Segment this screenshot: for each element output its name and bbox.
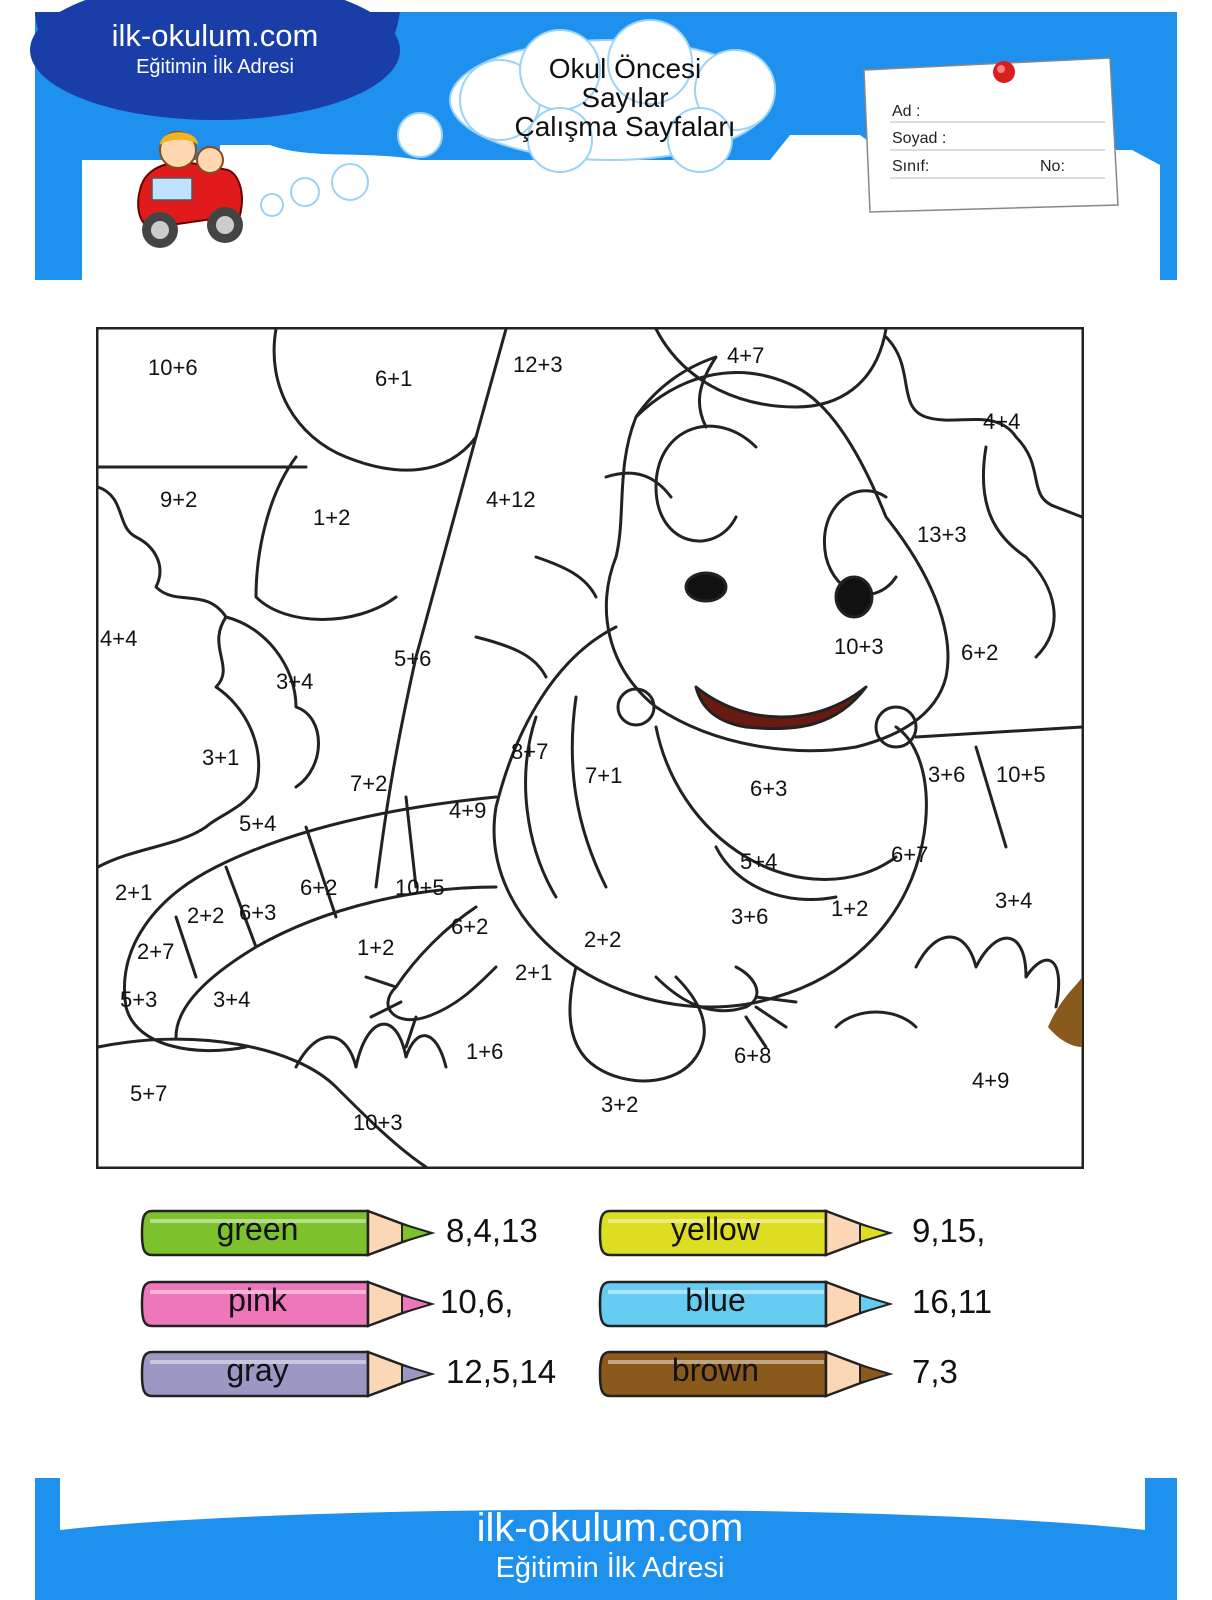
pencil-gray [140,1346,440,1402]
pencil-number-list: 9,15, [912,1212,986,1249]
coloring-cell-label: 1+2 [357,935,395,960]
pencil-pink [140,1276,440,1332]
coloring-cell-label: 3+6 [731,904,769,929]
number-field-label: No: [1040,158,1065,175]
pencil-color-name: pink [228,1282,287,1318]
coloring-cell-label: 2+2 [187,903,225,928]
coloring-cell-label: 5+4 [740,849,778,874]
pencil-number-list: 8,4,13 [446,1212,538,1249]
header-brand-name: ilk-okulum.com [111,18,319,53]
pencil-green [140,1205,440,1261]
coloring-cell-label: 5+6 [394,646,432,671]
coloring-cell-label: 4+4 [100,626,138,651]
coloring-cell-label: 2+2 [584,927,622,952]
coloring-cell-label: 5+3 [120,987,158,1012]
coloring-cell-label: 3+1 [202,745,240,770]
coloring-cell-label: 6+7 [891,842,929,867]
coloring-cell-label: 3+4 [213,987,251,1012]
coloring-cell-label: 5+7 [130,1081,168,1106]
pencil-number-list: 16,11 [912,1283,993,1320]
pencil-color-name: blue [685,1282,746,1318]
coloring-cell-label: 6+2 [300,875,338,900]
pencil-number-list: 10,6, [440,1283,514,1320]
coloring-cell-label: 2+1 [515,960,553,985]
coloring-cell-label: 7+1 [585,763,623,788]
pencil-number-list: 12,5,14 [446,1353,557,1390]
worksheet-title [465,54,785,141]
coloring-cell-label: 9+2 [160,487,198,512]
coloring-cell-label: 10+5 [996,762,1046,787]
coloring-cell-label: 4+9 [449,798,487,823]
header-tagline: Eğitimin İlk Adresi [136,56,294,78]
coloring-cell-label: 3+6 [928,762,966,787]
pencil-brown [598,1346,898,1402]
coloring-cell-label: 12+3 [513,352,563,377]
coloring-cell-label: 6+2 [961,640,999,665]
footer-brand-name: ilk-okulum.com [476,1506,744,1550]
pencil-color-name: yellow [671,1211,760,1247]
coloring-cell-label: 7+2 [350,771,388,796]
footer-tagline: Eğitimin İlk Adresi [495,1552,725,1584]
coloring-cell-label: 6+1 [375,366,413,391]
name-field-label: Ad : [892,103,921,120]
surname-field-label: Soyad : [892,130,947,147]
class-field-label: Sınıf: [892,158,930,175]
coloring-drawing [96,327,1084,1169]
title-line-1: Okul Öncesi [548,53,702,84]
pencil-color-name: brown [671,1352,760,1388]
pencil-color-name: green [216,1211,299,1247]
coloring-cell-label: 3+2 [601,1092,639,1117]
title-line-3: Çalışma Sayfaları [514,111,736,142]
coloring-cell-label: 10+6 [148,355,198,380]
coloring-cell-label: 10+3 [834,634,884,659]
pencil-yellow [598,1205,898,1261]
coloring-cell-label: 4+12 [486,487,536,512]
coloring-cell-label: 4+7 [727,343,765,368]
coloring-cell-label: 2+1 [115,880,153,905]
coloring-cell-label: 1+2 [831,896,869,921]
pencil-number-list: 7,3 [912,1353,958,1390]
coloring-cell-label: 3+4 [995,888,1033,913]
title-line-2: Sayılar [581,82,669,113]
coloring-cell-label: 2+7 [137,939,175,964]
coloring-cell-label: 3+4 [276,669,314,694]
coloring-cell-label: 5+4 [239,811,277,836]
pencil-color-name: gray [226,1352,289,1388]
pencil-blue [598,1276,898,1332]
coloring-cell-label: 10+3 [353,1110,403,1135]
coloring-cell-label: 4+9 [972,1068,1010,1093]
coloring-cell-label: 6+8 [734,1043,772,1068]
coloring-cell-label: 1+2 [313,505,351,530]
coloring-cell-label: 1+6 [466,1039,504,1064]
coloring-cell-label: 13+3 [917,522,967,547]
coloring-cell-label: 10+5 [395,875,445,900]
coloring-cell-label: 8+7 [511,739,549,764]
coloring-cell-label: 6+3 [239,900,277,925]
coloring-cell-label: 6+2 [451,914,489,939]
coloring-cell-label: 6+3 [750,776,788,801]
coloring-cell-label: 4+4 [983,409,1021,434]
